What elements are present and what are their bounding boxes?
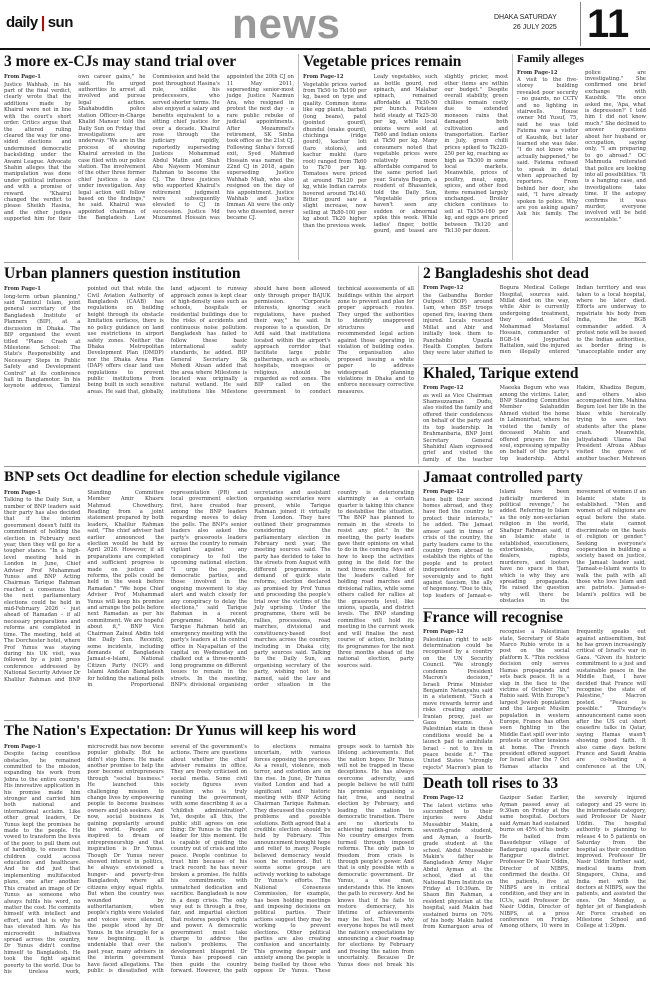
continued-from: From Page-12	[423, 629, 464, 636]
story-text: Palestinian right to self-determination could be recognised by a country on the UN Security Council. "We strongly condemn President Macron's decision," Israeli Prime Minister Benjamin Netanyahu said in a statement. "Such a move rewards terror and risks creating another Iranian proxy, just as Gaza became. A Palestinian state in these conditions would be a launch pad to annihilate Israel - not to live in peace beside it." The United States "strongly rejects" Macron's plan to recognise a Palestinian state, Secretary of State Marco Rubio wrote in a post on the social platform X. "This reckless decision only serves Hamas propaganda and sets back peace. It is a slap in the face to the victims of October 7th," Rubio said. With Europe's largest Jewish population and the largest Muslim population in western Europe, France has often seen fighting in the Middle East spill over into protests or other tensions at home. The French president offered support for Israel after the 7 Oct Hamas attacks and frequently speaks out against antisemitism, but he has grown increasingly critical of Israel's war in Gaza. "Given its historic commitment to a just and sustainable peace in the Middle East, I have decided that France will recognise the state of Palestine," Macron posted. "Peace is possible." Thursday's announcement came soon after the US cut short ceasefire talks in Qatar, saying Hamas wasn't showing good faith. It also came days before France and Saudi Arabia are co-hosting a conference at the UN,	[423, 629, 646, 771]
issue-date: 26 JULY 2025	[513, 24, 557, 31]
story-text: A visit to the five-storey building revealed poor security - no guards, no CCTV and no lighting in stairwells. House owner Md Yusuf, 75, said he was told Fatema was a visitor of Kaushik, but later learned she was fake. "I do not know who actually happened," he said. Fatema refused to speak in detail when approached by reporters. From behind her door, she said, "I have already spoken to police. Why are you asking again? Ask his family. The police are investigating." She confirmed one brief exchange with Kaushik. "He once asked me, 'Apa, what is depression?' I told him I did not know much." She declined to answer questions about her husband or occupation, saying only, "I am preparing to go abroad." OC Mahmuda reiterated that police are looking into all possibilities. "It is a hanging case, and investigations take time. If the autopsy confirms it was murder, everyone involved will be held accountable."	[517, 69, 646, 223]
story-body	[423, 385, 646, 463]
continued-from: From Page-12	[423, 285, 464, 292]
continued-from: From Page-1	[4, 74, 41, 81]
story-text: as well as Vice Chairman Shamsuzzaman Dudu, also visited the family and offered their condolences on behalf of the party and its top leadership. In Brahmanbaria, BNP Joint Secretary General Shahidul Alam expressed grief and visited the family of the teacher Maeeka Begum who was among the victims. Later, BNP Standing Committee Member Salahuddin Ahmed visited the home in Lalmonirhat, where he visited the family of deceased Mahin and offered prayers for his soul, expressing sympathy on behalf of the party's top leadership. Abdul Hakim, Khadiza Begum, and others also accompanied him. Mahina Begum lost her life in the blaze while heroically trying to save two students after the plane crash. Meanwhile, Jatiyatabadi Ulama Dal President Afroza Abbas visited the grave of another teacher. Mehreen	[423, 385, 646, 463]
story-text: have built their second homes abroad, and they have fled the country to protect their interests," he added. The Jamaat ameer said in times of crisis of the country, the party leaders came to the country from abroad to establish the rights of the people and to protect independence and sovereignty and to fight against fascism, the ally of hegemony. "Due to this, top leaders of Jamaat-e-Islami have been judicially murdered in political revenge," he added. Referring to Islam as the only non-sectarian religion in the world, Shafiqur Rahman said, if an Islamic state is established, executioners, extortionists, drug dealers, rapists, murderers, and looters have no space in that, which is why they are spreading propaganda. He raised the question why will there be obstacles in the movement of women if an Islamic state is established. "Men and women of all religions are equal before the state. The state cannot discriminate on the basis of religion or gender." Seeking everyone's cooperation in building a society based on justice, the Jamaat leader said, "Jamaat-e-Islami wants to walk the path with all those who love Islam and are patriots. Jamaat-e-Islami's politics will be	[423, 489, 646, 605]
story-urban	[4, 266, 414, 464]
story-body	[517, 70, 646, 258]
story-body	[423, 285, 646, 361]
continued-from: From Page-1	[4, 286, 41, 293]
page-number: 11	[580, 2, 629, 46]
section-title: news	[232, 0, 342, 47]
story-body	[4, 286, 414, 462]
headline: Family alleges	[517, 54, 584, 65]
story-text: Justice Wahhab, in his part of the final verdict, clearly wrote that the additions made by Khairul were not in line with the court's short order. Critics argue that the altered ruling cleared the way for one-sided elections and undermined democratic backsliding under the Awami League. Advocate Shahin alleges that the manipulation was done under political influence and with a promise of reward. "Khairul changed the verdict to please Sheikh Hasina, and the other judges supported him for their own career gains," he said. He urged authorities to arrest all involved and pursue legal action. Shahabuddin police station Officer-in-Charge Khalid Mansur told the Daily Sun on Friday that investigations are underway. "We are in the process of showing Khairul arrested in the case filed with our police station. The involvement of the other three former chief justices is also under investigation. Any legal action will follow based on the findings," he said. Khairul was appointed chairman of the Bangladesh Law Commission and held the post throughout Hasina's rule, unlike his predecessors, who served shorter terms. He also enjoyed a salary and benefits equivalent to a sitting chief justice for over a decade. Khairul rose through the judiciary rapidly, reportedly superseding Justices Mohammad Abdul Matin and Shah Abu Nayeem Mominur Rahman to become the CJ. The three justices who supported Khairul's retirement judgment were subsequently elevated to CJ in succession. Justice Md Muzammel Hossain was appointed the 20th CJ on 11 May 2011, superseding senior-most judge Justice Nazmun Ara, who resigned in protest the next day - a rare public rebuke of judicial appointments. After Mozammel's retirement, SK Sinha took office as the 21st CJ. Following Sinha's forced exit, Syed Mahmud Hossain was named the 22nd CJ in 2018, again superseding Justice Wahhab Miah, who also resigned on the day of his appointment. Justice Wahhab and Justice Imman Ali were the only two who dissented, never became CJ.	[4, 74, 294, 223]
story-jamaat	[423, 470, 646, 606]
logo-daily: daily	[6, 14, 38, 31]
headline: Jamaat controlled party	[423, 470, 583, 486]
story-fire	[423, 776, 646, 980]
headline: Urban planners question institution	[4, 266, 241, 282]
continued-from: From Page-1	[4, 743, 41, 750]
story-text: the Gaibandha Border Outpost (BOP) around 1am, when BSF troops opened fire, leaving them injured. Locals rescued Millat and Abir and initially took them to Panchabibi Upazila Health Complex before they were later shifted to Bogura Medical College Hospital, sources said. Millat died on the way, while Abir is currently undergoing treatment, they added. Col Mohammad Mostamul Hossain, commander of BGB-14 Joypurhat Battalion, said the injured men illegally entered Indian territory and was taken to a local hospital, where he later died. Efforts are underway to repatriate his body from India, the BGB commander added. A protest note will be issued to the Indian authorities, as border firing is "unacceptable under any	[423, 285, 646, 357]
headline: 2 Bangladeshis shot dead	[423, 266, 589, 282]
headline: Death toll rises to 33	[423, 776, 559, 792]
continued-from: From Page-12	[423, 489, 464, 496]
story-france	[423, 610, 646, 772]
continued-from: From Page-12	[517, 69, 558, 76]
story-text: Talking to the Daily Sun, a number of BNP leaders said their party has also decided that if the interim government doesn't fulfil its commitment of holding the election in February next year, then they will go for a tougher stance. "In a high-level meeting held in London in June, Chief Adviser Prof Muhammad Yunus and BNP Acting Chairman Tarique Rahman reached a consensus that the next parliamentary elections could be held in mid-February 2026 - just ahead of Ramadan - if all necessary preparations and reforms are completed in time. The meeting, held at The Dorchester hotel, where Prof Yunus was staying during his UK visit, was followed by a joint press conference addressed by National Security Advisor Dr Khalilur Rahman and BNP Standing Committee Member Amir Khasru Mahmud Chowdhury. Reading from a joint statement prepared by both leaders, Khalilur Rahman said, "The chief adviser had earlier announced the election would be held by April 2026. However, if all preparations are completed and sufficient progress is made on justice and reforms, the polls could be held in the week before Ramadan." "We hope Chief Adviser Prof Muhammad Yunus will keep his promise and arrange the polls before next Ramadan as per his commitment. We are hopeful about it," BNP Vice Chairman Zainul Abdin told the Daily Sun. Recently, some incidents, including demands of Bangladesh Jamaat-e-Islami, National Citizen Party (NCP) and Islami Andolan Bangladesh for holding the national polls in Proportional representation (PR) and local government election first, have created fear among the BNP leaders regarding moves to delay the polls. The BNP's senior leaders also asked the party's grassroots leaders across the country to remain vigilant against any conspiracy to foil the upcoming national election. "I urge the people, democratic parties, and those involved in the ongoing movement to stay alert and watch closely for any conspiracy to delay the elections," said Tarique Rahman in a recent programme. Meanwhile, Tarique Rahman held an emergency meeting with the party's leaders at its central office in Nayapaltan of the capital on Wednesday and chalked out a three-month-long programme on different issues to remain in the streets. In the meeting, BNP's divisional organising secretaries and assistant organising secretaries were present, while Tarique Rahman joined it virtually from London. They have outlined their programmes considering the parliamentary election in February next year, the meeting sources said. The party has decided to take to the streets from August with different programmes in demand of quick state reforms, election declared as promised by Prof Yunus and proceeding the people's trial over the victims of the July uprising. Under the programme, there will be rallies, processions, road marches, divisional and constituency-based foot marches across the country, including in Dhaka city, party sources said. Talking to the Daily Sun, an organising secretary of the party, wishing not to be named, said the law and order situation in the country is deteriorating alarmingly as a certain quarter is taking this chance to destabilise the situation. "The BNP has planned to remain in the streets to resist any plot." In the meeting, the party leaders gave their opinions on what to do in the coming days and how to keep the activities going in the field for the next three months. Most of the leaders called for holding road marches and divisional rallies, while some others called for rallies at the grassroots level, like unions, upazila, and district levels. The BNP standing committee will hold its meeting in the current week and will finalise the next course of action, including its programmes for the next three months ahead of the national election, party sources said.	[4, 489, 414, 688]
masthead	[0, 0, 650, 50]
dateline	[494, 13, 557, 33]
headline: BNP sets Oct deadline for election schedule vigilance	[4, 470, 340, 485]
story-veg	[303, 54, 508, 260]
story-yunus	[4, 724, 414, 980]
logo-sun: sun	[47, 14, 73, 31]
story-bnp	[4, 470, 414, 718]
story-body	[423, 489, 646, 605]
headline: France will recognise	[423, 610, 564, 626]
story-text: Vegetable prices varied from Tk50 to Tk100 per kg, based on type and quality. Common items like egg plants, barbati (long beans), patol (pointed gourd), dhundul (snake gourd), chichinga (ridge gourd), kachur loti (taro stolons), and kachur mukhi (taro root) ranged from Tk60 to Tk70 per kg. Tomatoes were priced at around Tk120 per kg, while Indian carrots hovered around Tk140. Bitter gourd saw a slight increase, now selling at Tk80-100 per kg about Tk20 higher than the previous week. Leafy vegetables, such as bottle gourd, red spinach, and Malabar spinach, remained affordable at Tk30-50 per bunch. Potatoes held steady at Tk25-30 per kg, while local onions were sold at Tk60 and Indian onions at Tk50 per kg. Many consumers noted that vegetable prices were relatively more affordable compared to the same period last year. Suraiya Begum, a resident of Bhasantek, told the Daily Sun, "Vegetable prices haven't seen any sudden or abnormal spike this week. While ladies' finger, bottle gourd, and teasel are slightly pricier, most other items are within our budget." Despite overall stability, green chillies remain costly due to extended monsoon rains that damaged both cultivation and transportation. Earlier in July, green chilli prices spiked to Tk220-250 per kg, reaching as high as Tk300 in some local markets. Meanwhile, prices of poultry, meat, eggs, spices, and other food items remained largely unchanged. Broiler chicken continues to sell at Tk150-160 per kg, and eggs are priced between Tk120 and Tk130 per dozen.	[303, 74, 508, 235]
headline: Khaled, Tarique extend	[423, 366, 579, 382]
story-body	[423, 629, 646, 771]
story-text: Despite facing countless obstacles, he remained committed to the mission, expanding his work from Jobra to the entire country. His innovative application in his promise made him stronger and carried him both national and international acclaim. Like other great leaders, Dr Yunus kept the promises he made to the people. He vowed to transform the lives of the poor, to pull them out of hardship, to ensure that children could access education and healthcare. And he did just that implementing multifaceted plans, one after another. This created an image of Dr Yunus as someone who always fulfils his word, no matter the cost. He commits himself with intellect and effort, and that is why he has elevated him. As his microcredit initiatives spread across the country, Dr Yunus didn't confine himself to Bangladesh. He took the fight against poverty to the world. Due to his tireless work, microcredit has now become popular globally. But he didn't stop there. He made another promise to help the poor become entrepreneurs through "social business." He launched this challenging mission to change lives by empowering people to become business owners and job seekers. And now, social business is gaining popularity around the world. People are inspired to dream of entrepreneurship and that inspiration is Dr Yunus. Though Dr Yunus never showed interest in politics, he always envisioned a hunger- and poverty-free Bangladesh, where all citizens enjoy equal rights. But when the country was wounded by authoritarianism, when people's rights were violated and voices were silenced, the people stood by Dr Yunus. In the struggle for a new beginning. It is undeniable that over the past year, many advisers in the interim government have faced allegations. The public is dissatisfied with several of the government's actions. There are questions about whether the chief adviser remains in office. They are freely criticised on social media. Some civil society figures even question who is truly running the government, with some describing it as a "childish administration". Yet, despite all this, the public still agrees on one thing: Dr Yunus is the right leader for this moment. He is capable of guiding the country out of crisis and into peace. People continue to trust him because of his track record: he has never broken a promise. He fulfils his commitments with unmatched dedication and sacrifice. Bangladesh is now in a deep crisis. The only way out is through a free, fair, and impartial election that restores people's rights and power. A democratic government must take charge to address the nation's problems. The development blueprint Dr Yunus has proposed can then guide the country forward. However, the path to elections remains uncertain, with various forces opposing the process. As a result, violence, mob terror, and extortion are on the rise. In June, Dr Yunus visited London and had a significant and historic meeting with BNP Acting Chairman Tarique Rahman. They discussed the country's problems and possible solutions. Both agreed that a credible election should be held by February. This announcement brought hope and relief to many. People believed democracy would soon be restored. But it seems some groups are actively working to sabotage Dr Yunus's efforts. The National Consensus Commission, for example, has been holding meetings and imposing decisions on political parties. Their actions suggest they may be working to prevent elections. Other political parties are also creating confusion and uncertainty. This growing despair and anxiety among the people is being fuelled by those who oppose Dr Yunus. These groups seek to tarnish his lifelong achievements. But the nation hopes Dr Yunus will not be trapped in these deceptions. He has always overcome adversity, and people believe he will fulfil his promise organising a fair, free, and neutral election by February, and leading the nation to democratic transition. There are no shortcuts to achieving national reform. No country emerges from turmoil through imposed reforms. The only path to freedom from crisis is through people's power. And that is only possible with a democratic government. Dr Yunus, a wise man, understands this. He knows the path to recovery. And he knows that if he fails to restore democracy, his lifetime of achievements may be lost. That is why everyone hopes he will meet the nation's expectations by announcing a clear roadmap for elections by February and freeing the nation from uncertainty. Because Dr Yunus does not break his	[4, 743, 414, 975]
story-text: long-term urban planning," said Tamizul Islam, joint general secretary of the Bangladesh Institute of Planners (BIP), at a discussion in Dhaka. The BIP organised the event titled "Plane Crash at Milestone School: The State's Responsibility and Necessary Steps in Public Safety and Development Control" at its conference hall in Banglamotor. In his keynote address, Tamizul pointed out that while the Civil Aviation Authority of Bangladesh (CAAB) has regulations on building height through its obstacle limitation surfaces, there is no policy guidance on land use restrictions in airport safety zones. Neither the Dhaka Metropolitan Development Plan (DMDP) nor the Dhaka Area Plan (DAP) offers clear land use regulations to prevent public institutions from being built in such sensitive areas. He said that, globally, land adjacent to runway approach zones is kept clear of high-density uses such as schools, hospitals or residential buildings due to the risks of accidents and continuous noise pollution. Bangladesh has failed to follow these basic international safety standards, he added. BIP General Secretary Sk Mehedi Ahsan added that the area where Milestone is located was originally a natural wetland. He said institutions like Milestone should have been allowed only through proper BAJUK permission. "Corporate interests, ignoring such regulations, have pushed their way," he said. In response to a question, Dr Adil said that institutions located within the airport's approach corridor that facilitate large public gatherings, such as schools, hospitals, mosques or religious, should be regarded as red zones. The BIP called on the government to conduct technical assessments of all buildings within the airport zone to prevent and plan for proper approach routes. They urged the authorities to identify unapproved structures and recommended legal action against those operating in violation of building codes. The organisation also proposed issuing a white paper to address widespread planning violations in Dhaka and to enforce necessary corrective measures.	[4, 286, 414, 395]
story-khaled	[423, 366, 646, 464]
continued-from: From Page-1	[4, 489, 41, 496]
logo	[6, 14, 73, 31]
continued-from: From Page-12	[423, 385, 464, 392]
continued-from: From Page-12	[303, 74, 344, 81]
story-deaths	[423, 266, 646, 362]
continued-from: From Page-12	[423, 795, 464, 802]
story-text: The latest victims who succumbed to their injuries were Abdul Mussabbir Makin, a seventh-grade student, and Ayman, a fourth-grade student at the school. Abdul Mussabbir Makin's father is Bangladesh Army Major Abdul Ayman at the school, died at the National Burn Institute on Friday at 10:39am. Dr Shaon Bin Rahman, a resident physician at the hospital, said Makin had sustained burns on 70% of his body. Makin hailed from Kumargaon area of Gazipur Sadar. Earlier, Ayman passed away at 9:30am on Friday at the same hospital. Doctors said Ayman had sustained burns on 45% of his body. He hailed from Basudebpur village of Badarganj upazila under Rangpur district. Professor Dr Nasir Uddin, Director of NIBPS, confirmed the deaths. Of the patients, five at NIBPS are in critical condition, and they are in ICUs, said Professor Dr Nasir Uddin, Director of NIBPS, at a press conference on Friday. Among others, 10 were in the severely injured category and 25 were in the intermediate category, said Professor Dr Nasir Uddin. The hospital authority is planning to release 4 to 5 patients on Saturday from the hospital as their condition improved. Professor Dr Nasir Uddin further said, medical teams from Singapore, China, and India met with the doctors at NIBPS, saw the patients, and assisted the ones. On Monday, a fighter jet of Bangladesh Air Force crashed on Milestone School and College at 1:20pm.	[423, 795, 646, 931]
city-day: DHAKA SATURDAY	[494, 14, 557, 21]
story-body	[303, 74, 508, 258]
story-body	[4, 74, 294, 258]
story-body	[4, 744, 414, 978]
headline: The Nation's Expectation: Dr Yunus will keep his word	[4, 724, 357, 739]
headline: 3 more ex-CJs may stand trial over	[4, 54, 237, 70]
story-excjs	[4, 54, 294, 260]
headline: Vegetable prices remain	[303, 54, 462, 70]
story-body	[4, 490, 414, 716]
story-body	[423, 795, 646, 979]
story-family	[517, 54, 646, 260]
